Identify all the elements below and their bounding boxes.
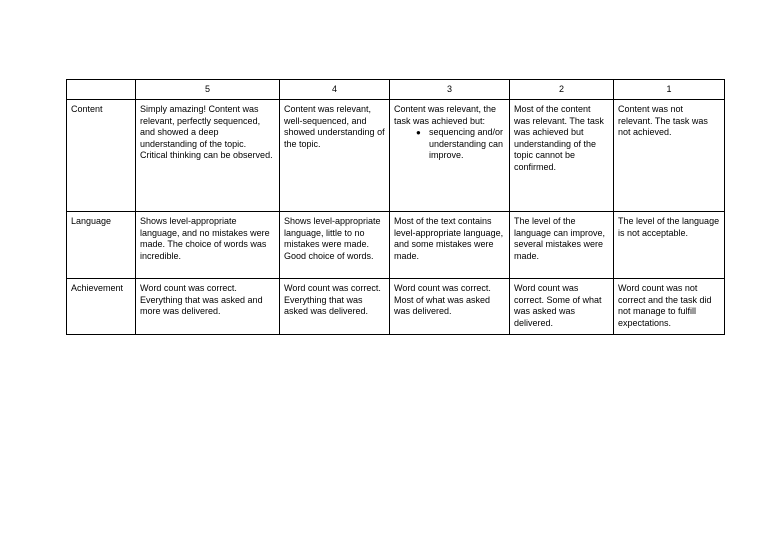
table-row bbox=[67, 100, 725, 212]
score-header-4: 4 bbox=[280, 80, 390, 100]
content-cell-1: Content was not relevant. The task was not achieved. bbox=[614, 100, 725, 212]
bullet-text: sequencing and/or understanding can improve. bbox=[429, 127, 504, 160]
language-cell-3: Most of the text contains level-appropriate language, and some mistakes were made. bbox=[390, 212, 510, 279]
achievement-cell-1: Word count was not correct and the task did not manage to fulfill expectations. bbox=[614, 279, 725, 335]
achievement-cell-3: Word count was correct. Most of what was asked was delivered. bbox=[390, 279, 510, 335]
achievement-cell-4: Word count was correct. Everything that was asked was delivered. bbox=[280, 279, 390, 335]
corner-cell bbox=[67, 80, 136, 100]
table-row bbox=[67, 212, 725, 279]
content-cell-2: Most of the content was relevant. The task was achieved but understanding of the topic cannot be confirmed. bbox=[510, 100, 614, 212]
header-row bbox=[67, 80, 725, 100]
table-row bbox=[67, 279, 725, 335]
content-cell-3-text: Content was relevant, the task was achieved but: bbox=[394, 104, 497, 126]
content-cell-3-bullets bbox=[394, 127, 505, 162]
achievement-cell-2: Word count was correct. Some of what was asked was delivered. bbox=[510, 279, 614, 335]
language-cell-2: The level of the language can improve, several mistakes were made. bbox=[510, 212, 614, 279]
criterion-content: Content bbox=[67, 100, 136, 212]
content-cell-4: Content was relevant, well-sequenced, and showed understanding of the topic. bbox=[280, 100, 390, 212]
score-header-5: 5 bbox=[136, 80, 280, 100]
language-cell-4: Shows level-appropriate language, little to no mistakes were made. Good choice of words. bbox=[280, 212, 390, 279]
score-header-2: 2 bbox=[510, 80, 614, 100]
criterion-language: Language bbox=[67, 212, 136, 279]
list-item bbox=[416, 127, 505, 162]
score-header-1: 1 bbox=[614, 80, 725, 100]
bullet-dot-icon: ● bbox=[416, 128, 421, 137]
criterion-achievement: Achievement bbox=[67, 279, 136, 335]
rubric-table bbox=[66, 79, 725, 335]
score-header-3: 3 bbox=[390, 80, 510, 100]
content-cell-5: Simply amazing! Content was relevant, perfectly sequenced, and showed a deep understanding of the topic. Critical thinking can be observed. bbox=[136, 100, 280, 212]
language-cell-1: The level of the language is not acceptable. bbox=[614, 212, 725, 279]
achievement-cell-5: Word count was correct. Everything that was asked and more was delivered. bbox=[136, 279, 280, 335]
content-cell-3 bbox=[390, 100, 510, 212]
language-cell-5: Shows level-appropriate language, and no mistakes were made. The choice of words was incredible. bbox=[136, 212, 280, 279]
